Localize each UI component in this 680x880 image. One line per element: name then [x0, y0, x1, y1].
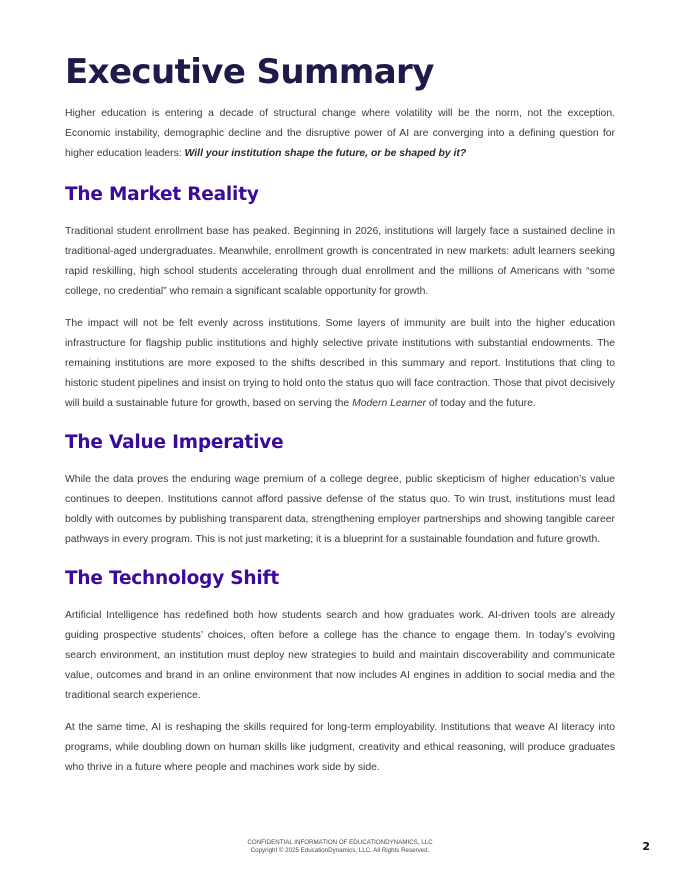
market-p2-text-after: of today and the future. [426, 398, 536, 409]
market-p2-text-before: The impact will not be felt evenly across institutions. Some layers of immunity are built into the higher education infrastructure for flagship public institutions and highly selective private institutions with substantial endowments. The remaining institutions are more exposed to the shifts described in this summary and report. Institutions that cling to historic student pipelines and insist on trying to hold onto the status quo will face contraction. Those that pivot decisively will build a sustainable future for growth, based on serving the [65, 318, 615, 409]
market-reality-paragraph-1: Traditional student enrollment base has peaked. Beginning in 2026, institutions will largely face a sustained decline in traditional-aged undergraduates. Meanwhile, enrollment growth is concentrated in new markets: adult learners seeking rapid reskilling, high school students accelerating through dual enrollment and the millions of Americans with “some college, no credential” who remain a significant scalable opportunity for growth. [65, 226, 615, 297]
page-footer [0, 839, 680, 855]
document-page [65, 50, 615, 778]
page-title: Executive Summary [65, 52, 434, 92]
copyright-notice: Copyright © 2025 EducationDynamics, LLC. All Rights Reserved. [250, 847, 430, 854]
value-imperative-paragraph: While the data proves the enduring wage premium of a college degree, public skepticism of higher education’s value continues to deepen. Institutions cannot afford passive defense of the status quo. To win trust, institutions must lead boldly with outcomes by publishing transparent data, strengthening employer partnerships and showing tangible career pathways in every program. This is not just marketing; it is a blueprint for a sustainable foundation and future growth. [65, 474, 615, 545]
market-reality-paragraph-2 [65, 314, 615, 414]
section-heading-technology-shift: The Technology Shift [65, 568, 280, 589]
technology-shift-paragraph-1: Artificial Intelligence has redefined both how students search and how graduates work. AI-driven tools are already guiding prospective students’ choices, often before a college has the chance to engage them. In today’s evolving search environment, an institution must deploy new strategies to build and maintain discoverability and communicate value, outcomes and brand in an online environment that now includes AI engines in addition to social media and the traditional search experience. [65, 610, 615, 701]
section-heading-market-reality: The Market Reality [65, 184, 259, 205]
page-number: 2 [642, 840, 650, 853]
section-heading-value-imperative: The Value Imperative [65, 432, 284, 453]
intro-text: Higher education is entering a decade of structural change where volatility will be the norm, not the exception. Economic instability, demographic decline and the disruptive power of AI are converging into a defining question for higher education leaders: [65, 108, 615, 159]
confidential-notice: CONFIDENTIAL INFORMATION OF EDUCATIONDYNAMICS, LLC [247, 839, 433, 846]
technology-shift-paragraph-2: At the same time, AI is reshaping the skills required for long-term employability. Institutions that weave AI literacy into programs, while doubling down on human skills like judgment, creativity and ethical reasoning, will produce graduates who thrive in a future where people and machines work side by side. [65, 722, 615, 773]
modern-learner-emphasis: Modern Learner [352, 398, 426, 409]
intro-paragraph [65, 104, 615, 164]
intro-question: Will your institution shape the future, or be shaped by it? [184, 148, 467, 159]
